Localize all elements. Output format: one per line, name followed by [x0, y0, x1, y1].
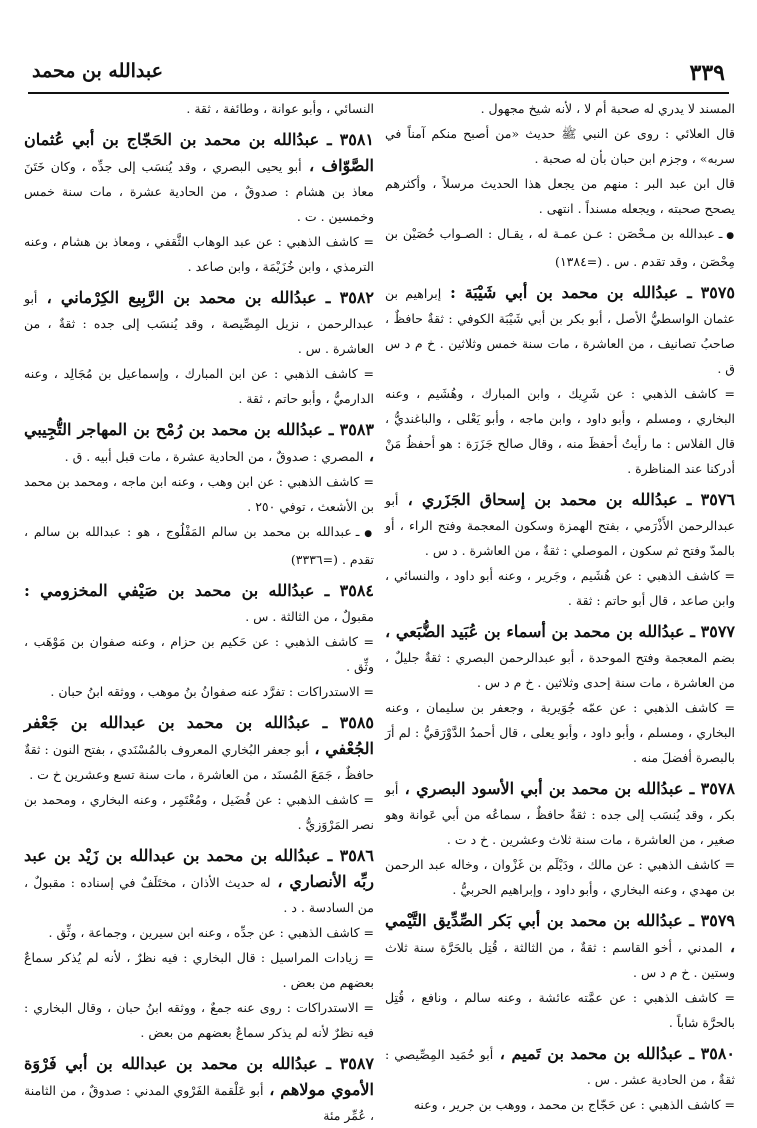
biography-entry — [24, 578, 374, 629]
entry-text: المدني ، أخو القاسم : ثقةٌ ، من الثالثة ، قُتِل بالحَرَّة سنة ثلاث وستين . خ م د س . — [385, 940, 735, 980]
entry-text: أبو يحيى البصري ، وقد يُنسَب إلى جدِّه ، وكان خَتَنَ معاذ بن هشام : صدوقٌ ، من الحادية عشرة ، مات سنة خمس وخمسين . ت . — [24, 159, 374, 224]
paragraph: = كاشف الذهبي : عن حَجّاج بن محمد ، ووهب بن جرير ، وعنه — [413, 1097, 735, 1112]
paragraph: قال ابن عبد البر : منهم من يجعل هذا الحديث مرسلاً ، وأكثرهم يصحح صحبته ، ويجعله مسنداً . انتهى . — [385, 176, 735, 216]
biography-entry — [385, 619, 735, 695]
paragraph: = الاستدراكات : تفرَّد عنه صفوانُ بنُ موهب ، ووثقه ابنُ حبان . — [50, 684, 374, 699]
biography-entry — [24, 285, 374, 361]
biography-entry — [24, 1051, 374, 1128]
biography-entry — [24, 710, 374, 787]
cross-reference-note: ● ـ عبدالله بن محمد بن سالم المَفْلُوج ، هو : عبدالله بن سالم ، تقدم . (=٣٣٣٦) — [24, 519, 374, 572]
biography-entry — [385, 908, 735, 985]
biography-entry — [385, 776, 735, 852]
entry-heading: ٣٥٨٥ ـ عبدُالله بن محمد بن عبدالله بن جَعْفر الجُعْفي ، — [24, 713, 374, 758]
paragraph: = كاشف الذهبي : عن ابن المبارك ، وإسماعيل بن مُجَالِد ، وعنه الدارميُّ ، وأبو حاتم ، ثقة . — [24, 366, 374, 406]
entry-heading: ٣٥٨٣ ـ عبدُالله بن محمد بن رُمْح بن المهاجر التُّجِيبي ، — [24, 420, 374, 465]
entry-text: له حديث الأذان ، مختَلَفٌ في إسناده : مقبولٌ ، من السادسة . د . — [24, 875, 374, 915]
paragraph: النسائي ، وأبو عوانة ، وطائفة ، ثقة . — [186, 101, 374, 116]
entry-text: أبو عبدالرحمن ، نزيل المِصِّيصة ، وقد يُنسَب إلى جده : ثقةٌ ، من العاشرة . س . — [24, 291, 374, 356]
entry-heading: ٣٥٨٠ ـ عبدُالله بن محمد بن تَميم ، — [493, 1044, 735, 1063]
paragraph: = كاشف الذهبي : عن عمَّته عائشة ، وعنه سالم ، ونافع ، قُتِل بالحرَّة شاباً . — [385, 990, 735, 1030]
biography-entry — [385, 1041, 735, 1092]
entry-heading: ٣٥٨٤ ـ عبدُالله بن محمد بن صَيْفي المخزومي : — [24, 581, 374, 600]
entry-heading: ٣٥٧٧ ـ عبدُالله بن محمد بن أسماء بن عُبَيد الضُّبَعي ، — [385, 622, 735, 641]
page-number: ٣٣٩ — [689, 60, 725, 86]
right-column — [385, 96, 735, 1112]
entry-text: أبو حُمَيد المِصِّيصي : ثقةٌ ، من الحادية عشر . س . — [385, 1047, 735, 1087]
left-column — [24, 96, 374, 1123]
cross-reference-note: ● ـ عبدالله بن مـحْصَن : عـن عمـة له ، يقـال : الصـواب حُصَيْن بن مِحْصَن ، وقد تقدم . س . (=١٣٨٤) — [385, 221, 735, 274]
entry-heading: ٣٥٨١ ـ عبدُالله بن محمد بن الحَجّاج بن أبي عُثمان الصَّوّاف ، — [24, 130, 374, 175]
paragraph: المسند لا يدري له صحبة أم لا ، لأنه شيخ مجهول . — [480, 101, 735, 116]
paragraph: قال العلائي : روى عن النبي ﷺ حديث «من أصبح منكم آمناً في سربه» ، وجزم ابن حبان بأن له صحبة . — [385, 126, 735, 166]
entry-text: مقبولٌ ، من الثالثة . س . — [245, 609, 374, 624]
paragraph: = زيادات المراسيل : قال البخاري : فيه نظرٌ ، لأنه لم يُذكر سماعٌ بعضهم من بعض . — [24, 950, 374, 990]
entry-heading: ٣٥٧٦ ـ عبدُالله بن محمد بن إسحاق الجَزَري ، — [398, 490, 735, 509]
paragraph: = كاشف الذهبي : عن مالك ، ودَيْلَم بن غَزْوان ، وخاله عبد الرحمن بن مهدي ، وعنه البخاري ، وأبو داود ، وإبراهيم الحربيُّ . — [385, 857, 735, 897]
entry-text: أبو عبدالرحمن الأَذْرَمي ، بفتح الهمزة وسكون المعجمة وفتح الراء ، أو بالمدّ وفتح ثم سكون ، الموصلي : ثقةٌ ، من العاشرة . د س . — [385, 493, 735, 558]
entry-heading: ٣٥٧٥ ـ عبدُالله بن محمد بن أبي شَيْبَة : — [441, 283, 735, 302]
entry-text: بضم المعجمة وفتح الموحدة ، أبو عبدالرحمن البصري : ثقةٌ جليلٌ ، من العاشرة ، مات سنة إحدى وثلاثين . خ م د س . — [385, 650, 735, 690]
entry-heading: ٣٥٨٢ ـ عبدُالله بن محمد بن الرَّبِيع الكِرْماني ، — [37, 288, 374, 307]
paragraph: = كاشف الذهبي : عن عمّه جُوَيرية ، وجعفر بن سليمان ، وعنه البخاري ، ومسلم ، وأبو داود ، وأبو يعلى ، قال أحمدُ الدَّوْرَقيُّ : لم أرَ بالبصرة أفضلَ منه . — [385, 700, 735, 765]
paragraph: = كاشف الذهبي : عن فُضَيل ، ومُعْتَمِر ، وعنه البخاري ، ومحمد بن نصر المَرْوَزيُّ . — [24, 792, 374, 832]
paragraph: = كاشف الذهبي : عن جدِّه ، وعنه ابن سيرين ، وجماعة ، وثِّق . — [48, 925, 374, 940]
biography-entry — [24, 417, 374, 469]
paragraph: = كاشف الذهبي : عن شَرِيك ، وابن المبارك ، وهُشَيم ، وعنه البخاري ، ومسلم ، وأبو داود ، وابن ماجه ، وأبو يَعْلى ، والباغنديُّ ، قال الفلاس : ما رأيتُ أحفظَ منه ، وقال صالح جَزَرَة : هو أحفظُ مَنْ أدركنا عند المناظرة . — [385, 386, 735, 476]
entry-heading: ٣٥٨٦ ـ عبدُالله بن محمد بن عبدالله بن زَيْد بن عبد ربِّه الأنصاري ، — [24, 846, 374, 891]
paragraph: = كاشف الذهبي : عن عبد الوهاب الثَّقفي ، ومعاذ بن هشام ، وعنه الترمذي ، وابن خُزَيْمَة ، وابن صاعد . — [24, 234, 374, 274]
entry-text: أبو جعفر البُخاري المعروف بالمُسْنَدي ، بفتح النون : ثقةٌ حافظٌ ، جَمَعَ المُسنَد ، من العاشرة ، مات سنة تسع وعشرين خ ت . — [24, 742, 374, 782]
entry-text: أبو عَلْقمة الفَرْوي المدني : صدوقٌ ، من الثامنة ، عُمِّر مئة — [24, 1083, 374, 1123]
paragraph: = كاشف الذهبي : عن ابن وهب ، وعنه ابن ماجه ، ومحمد بن محمد بن الأشعث ، توفي ٢٥٠ . — [24, 474, 374, 514]
paragraph: = كاشف الذهبي : عن حَكيم بن حزام ، وعنه صفوان بن مَوْهَب ، وثِّق . — [24, 634, 374, 674]
entry-text: المصري : صدوقٌ ، من الحادية عشرة ، مات قبل أبيه . ق . — [64, 449, 364, 464]
page-header — [28, 58, 729, 94]
entry-heading: ٣٥٧٩ ـ عبدُالله بن محمد بن أبي بَكر الصِّدِّيق التَّيْمي ، — [385, 911, 735, 956]
entry-heading: ٣٥٨٧ ـ عبدُالله بن محمد بن عبدالله بن أبي فَرْوَة الأموي مولاهم ، — [24, 1054, 374, 1099]
biography-entry — [24, 843, 374, 920]
biography-entry — [385, 280, 735, 381]
entry-text: إبراهيم بن عثمان الواسطيُّ الأصل ، أبو بكر بن أبي شَيْبَة الكوفي : ثقةٌ حافظٌ ، صاحبُ تصانيف ، من العاشرة ، مات سنة خمس وثلاثين . خ م د س ق . — [385, 286, 735, 376]
paragraph: = الاستدراكات : روى عنه جمعٌ ، ووثقه ابنُ حبان ، وقال البخاري : فيه نظرٌ لأنه لم يذكر سماعٌ بعضهم من بعض . — [24, 1000, 374, 1040]
entry-heading: ٣٥٧٨ ـ عبدُالله بن محمد بن أبي الأسود البصري ، — [398, 779, 735, 798]
paragraph: = كاشف الذهبي : عن هُشَيم ، وجَرير ، وعنه أبو داود ، والنسائي ، وابن صاعد ، قال أبو حاتم : ثقة . — [385, 568, 735, 608]
entry-text: أبو بكر ، وقد يُنسَب إلى جده : ثقةٌ حافظٌ ، سماعُه من أبي عَوانة وهو صغير ، من العاشرة ، مات سنة ثلاث وعشرين . خ د ت . — [385, 782, 735, 847]
biography-entry — [24, 127, 374, 229]
biography-entry — [385, 487, 735, 563]
running-title: عبدالله بن محمد — [32, 60, 163, 82]
